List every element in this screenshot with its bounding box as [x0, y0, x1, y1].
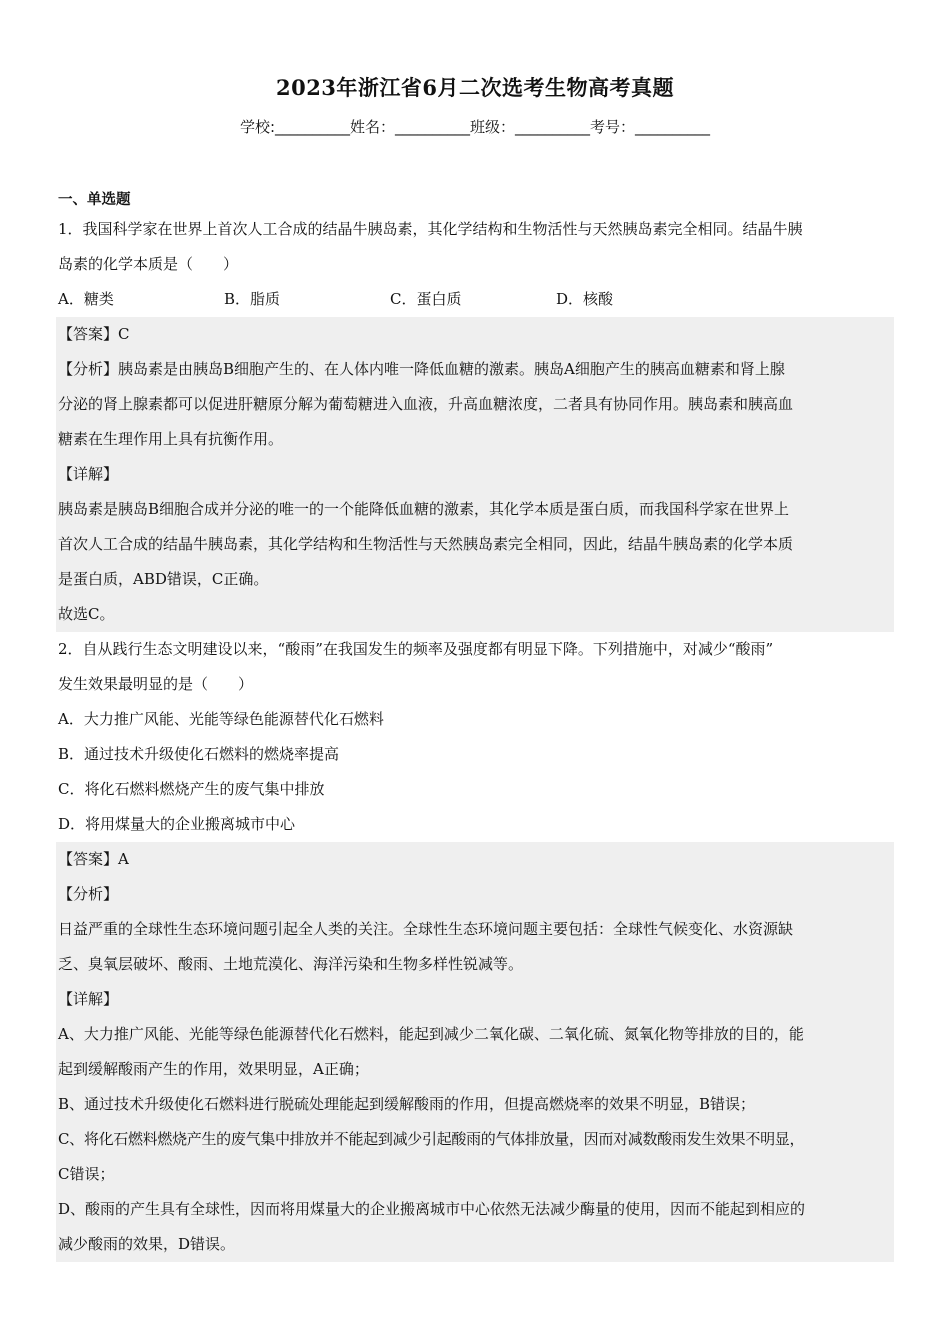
- detail-line: D、酸雨的产生具有全球性，因而将用煤量大的企业搬离城市中心依然无法减少酶量的使用，因而不能起到相应的: [58, 1200, 806, 1218]
- detail-line: 胰岛素是胰岛B细胞合成并分泌的唯一的一个能降低血糖的激素，其化学本质是蛋白质，而我国科学家在世界上: [58, 500, 790, 518]
- question-stem-line: 2．自从践行生态文明建设以来，“酸雨”在我国发生的频率及强度都有明显下降。下列措施中，对减少“酸雨”: [58, 640, 774, 658]
- exam-content: [58, 188, 894, 1262]
- analysis-line: 分泌的肾上腺素都可以促进肝糖原分解为葡萄糖进入血液，升高血糖浓度，二者具有协同作用。胰岛素和胰高血: [58, 395, 794, 413]
- detail-line: 是蛋白质，ABD错误，C正确。: [58, 570, 269, 588]
- solution-block: [56, 842, 894, 1262]
- detail-line: B、通过技术升级使化石燃料进行脱硫处理能起到缓解酸雨的作用，但提高燃烧率的效果不明显，B错误；: [58, 1095, 756, 1113]
- question-stem-line: 发生效果最明显的是（ ）: [58, 675, 254, 693]
- question-2: [58, 632, 894, 1262]
- analysis-line: 乏、臭氧层破坏、酸雨、土地荒漠化、海洋污染和生物多样性锐减等。: [58, 955, 524, 973]
- analysis-line: 日益严重的全球性生态环境问题引起全人类的关注。全球性生态环境问题主要包括：全球性气候变化、水资源缺: [58, 920, 794, 938]
- page-title: 2023年浙江省6月二次选考生物高考真题: [275, 75, 675, 100]
- option-a[interactable]: A．糖类: [58, 290, 114, 308]
- detail-label: 【详解】: [58, 990, 119, 1008]
- analysis-line: 【分析】胰岛素是由胰岛B细胞产生的、在人体内唯一降低血糖的激素。胰岛A细胞产生的胰高血糖素和肾上腺: [58, 360, 785, 378]
- options-row: [58, 282, 894, 317]
- option-b[interactable]: B．通过技术升级使化石燃料的燃烧率提高: [58, 745, 340, 763]
- analysis-line: 糖素在生理作用上具有抗衡作用。: [58, 430, 284, 448]
- detail-line: A、大力推广风能、光能等绿色能源替代化石燃料，能起到减少二氧化碳、二氧化硫、氮氧化物等排放的目的，能: [58, 1025, 804, 1043]
- question-stem-line: 1．我国科学家在世界上首次人工合成的结晶牛胰岛素，其化学结构和生物活性与天然胰岛素完全相同。结晶牛胰: [58, 220, 803, 238]
- option-c[interactable]: C．将化石燃料燃烧产生的废气集中排放: [58, 780, 325, 798]
- detail-line: C、将化石燃料燃烧产生的废气集中排放并不能起到减少引起酸雨的气体排放量，因而对减数酸雨发生效果不明显，: [58, 1130, 805, 1148]
- option-d[interactable]: D．核酸: [556, 290, 614, 308]
- class-field[interactable]: 班级：__________: [470, 118, 591, 136]
- detail-line: 首次人工合成的结晶牛胰岛素，其化学结构和生物活性与天然胰岛素完全相同，因此，结晶牛胰岛素的化学本质: [58, 535, 794, 553]
- number-field[interactable]: 考号：__________: [590, 118, 711, 136]
- answer-line: 【答案】A: [58, 850, 129, 868]
- section-title: 一、单选题: [58, 192, 131, 208]
- school-field[interactable]: 学校:__________: [239, 118, 350, 136]
- answer-line: 【答案】C: [58, 325, 130, 343]
- student-info-line: [0, 116, 950, 137]
- detail-label: 【详解】: [58, 465, 119, 483]
- name-field[interactable]: 姓名：__________: [350, 118, 471, 136]
- detail-line: 起到缓解酸雨产生的作用，效果明显，A正确；: [58, 1060, 369, 1078]
- option-a[interactable]: A．大力推广风能、光能等绿色能源替代化石燃料: [58, 710, 384, 728]
- detail-line: 故选C。: [58, 605, 115, 623]
- option-c[interactable]: C．蛋白质: [390, 290, 462, 308]
- detail-line: C错误；: [58, 1165, 115, 1183]
- question-stem-line: 岛素的化学本质是（ ）: [58, 255, 239, 273]
- question-1: [58, 212, 894, 632]
- analysis-label: 【分析】: [58, 885, 119, 903]
- option-d[interactable]: D．将用煤量大的企业搬离城市中心: [58, 815, 296, 833]
- option-b[interactable]: B．脂质: [224, 290, 281, 308]
- solution-block: [56, 317, 894, 632]
- detail-line: 减少酸雨的效果，D错误。: [58, 1235, 236, 1253]
